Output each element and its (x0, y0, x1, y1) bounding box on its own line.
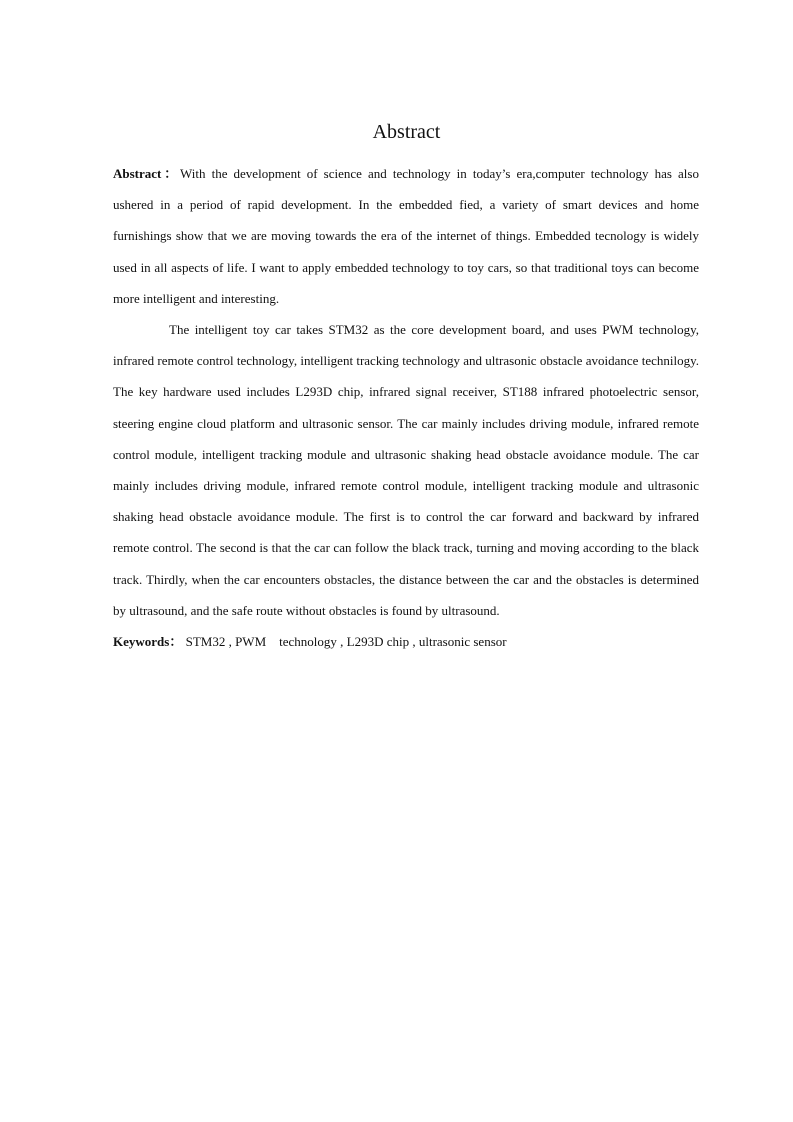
page-title: Abstract (372, 121, 441, 143)
abstract-body (113, 158, 699, 657)
abstract-label: Abstract： (113, 166, 181, 181)
abstract-paragraph-1-text: With the development of science and technology in today’s era,computer technology has also ushered in a period of rapid development. In the embedded fied, a variety of smart devices and home furnishings show that we are moving towards the era of the internet of things. Embedded tecnology is widely used in all aspects of life. I want to apply embedded technology to toy cars, so that traditional toys can become more intelligent and interesting. (113, 166, 699, 306)
keywords-text: STM32 , PWM technology , L293D chip , ultrasonic sensor (182, 634, 507, 650)
keywords-line (113, 626, 699, 657)
abstract-paragraph-2: The intelligent toy car takes STM32 as the core development board, and uses PWM technology, infrared remote control technology, intelligent tracking technology and ultrasonic obstacle avoidance technilogy. The key hardware used includes L293D chip, infrared signal receiver, ST188 infrared photoelectric sensor, steering engine cloud platform and ultrasonic sensor. The car mainly includes driving module, infrared remote control module, intelligent tracking module and ultrasonic shaking head obstacle avoidance module. The car mainly includes driving module, infrared remote control module, intelligent tracking module and ultrasonic shaking head obstacle avoidance module. The first is to control the car forward and backward by infrared remote control. The second is that the car can follow the black track, turning and moving according to the black track. Thirdly, when the car encounters obstacles, the distance between the car and the obstacles is determined by ultrasound, and the safe route without obstacles is found by ultrasound. (113, 322, 699, 618)
keywords-label: Keywords： (113, 634, 183, 650)
abstract-paragraph-1 (113, 158, 699, 314)
